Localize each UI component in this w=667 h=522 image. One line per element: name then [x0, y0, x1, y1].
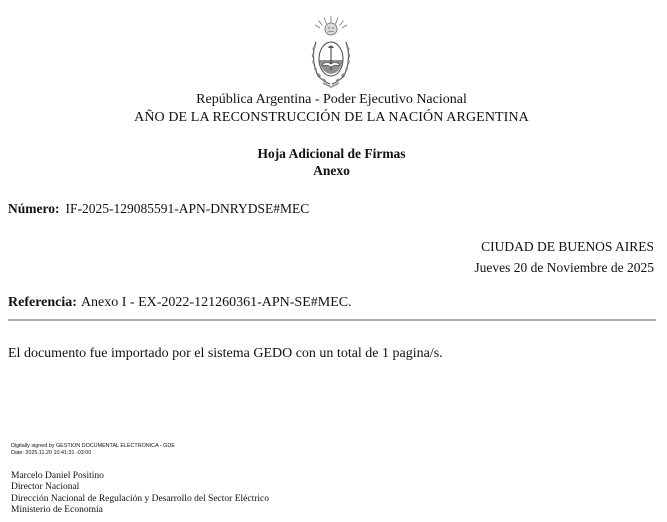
header-country: República Argentina - Poder Ejecutivo Nacional	[196, 92, 467, 107]
document-number-value: IF-2025-129085591-APN-DNRYDSE#MEC	[65, 201, 310, 216]
digital-signature-stamp	[11, 443, 175, 456]
header-year-motto: AÑO DE LA RECONSTRUCCIÓN DE LA NACIÓN ARGENTINA	[134, 110, 529, 125]
signer-ministry: Ministerio de Economía	[11, 504, 103, 515]
signer-name: Marcelo Daniel Positino	[11, 471, 104, 481]
document-number	[8, 201, 309, 217]
argentina-coat-of-arms-icon	[306, 14, 356, 90]
document-reference-value: Anexo I - EX-2022-121260361-APN-SE#MEC.	[80, 295, 352, 310]
document-date: Jueves 20 de Noviembre de 2025	[474, 260, 654, 275]
document-title: Hoja Adicional de Firmas	[257, 146, 406, 161]
document-subtitle: Anexo	[313, 163, 350, 178]
signer-block	[11, 471, 269, 516]
divider	[8, 319, 656, 321]
document-body: El documento fue importado por el sistema GEDO con un total de 1 pagina/s.	[8, 346, 443, 361]
document-reference	[8, 295, 352, 311]
document-reference-label: Referencia:	[8, 295, 77, 310]
document-city: CIUDAD DE BUENOS AIRES	[481, 239, 654, 254]
document-number-label: Número:	[8, 201, 60, 216]
digital-signature-signed-by: Digitally signed by GESTION DOCUMENTAL ELECTRONICA - GDE	[11, 443, 175, 449]
signer-position: Director Nacional	[11, 482, 80, 493]
digital-signature-date: Date: 2025.11.20 10:41:31 -03:00	[11, 449, 92, 456]
signer-office: Dirección Nacional de Regulación y Desarrollo del Sector Eléctrico	[11, 493, 269, 504]
